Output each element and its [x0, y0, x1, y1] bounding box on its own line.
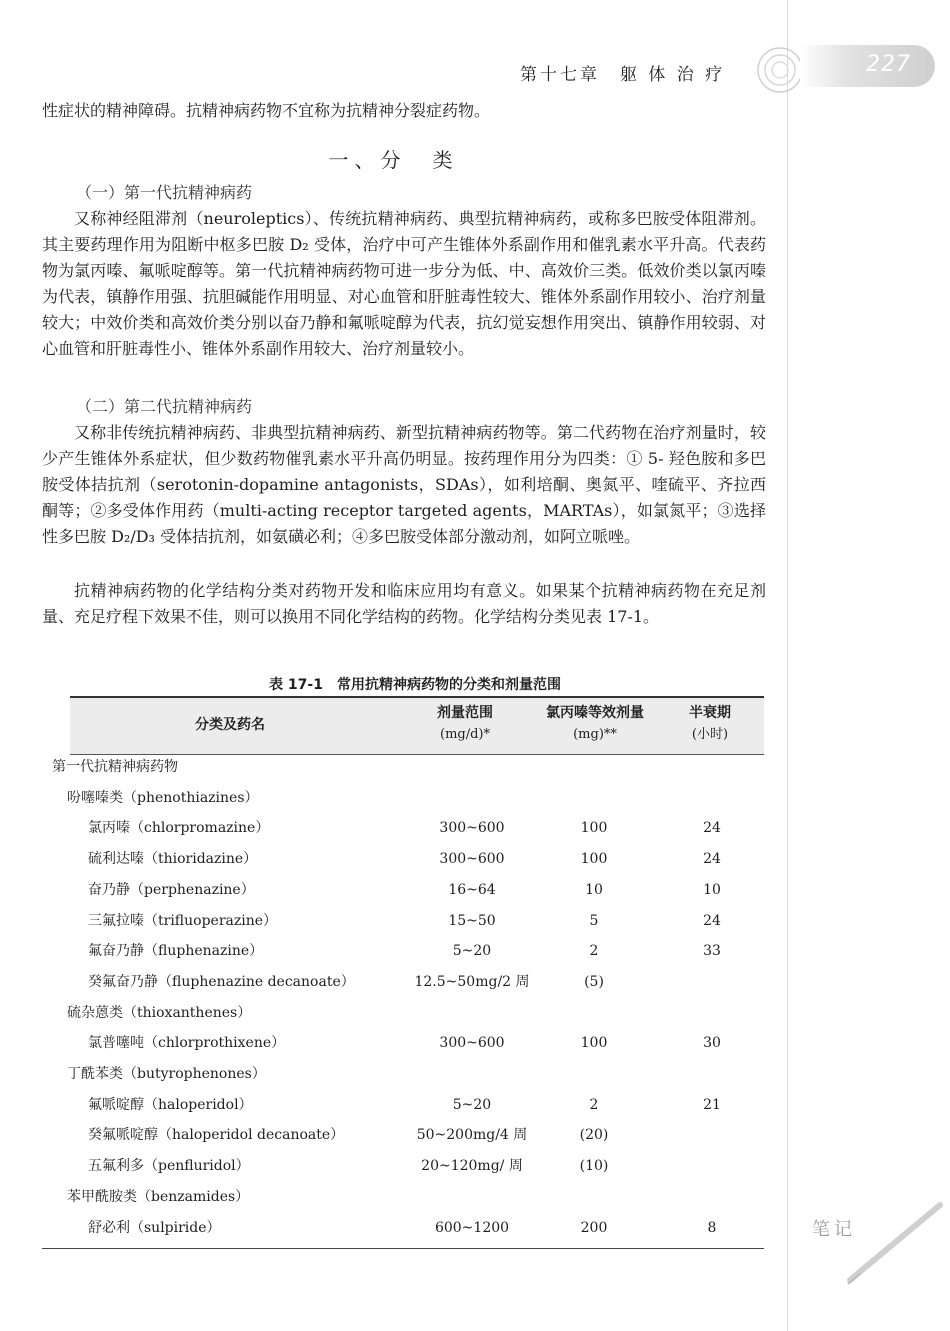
- chlorpromazine-equivalent: 100: [580, 1035, 608, 1052]
- table-row: [42, 1213, 764, 1243]
- intro-line: 性症状的精神障碍。抗精神病药物不宜称为抗精神分裂症药物。: [42, 101, 491, 120]
- header-half-life-unit: (小时): [691, 727, 729, 742]
- dose-range: 300~600: [439, 851, 505, 868]
- header-equivalent-label: 氯丙嗪等效剂量: [546, 705, 644, 721]
- header-dose: [390, 702, 540, 746]
- table-row: [42, 998, 764, 1028]
- notes-label: 笔记: [812, 1219, 856, 1240]
- table-row: [42, 813, 764, 843]
- half-life: 24: [703, 851, 721, 868]
- chlorpromazine-equivalent: 2: [589, 1096, 599, 1113]
- dose-range: 15~50: [448, 912, 496, 929]
- chlorpromazine-equivalent: 2: [589, 943, 599, 960]
- drug-name: 癸氟奋乃静（fluphenazine decanoate）: [88, 973, 355, 990]
- half-life: 30: [703, 1035, 721, 1052]
- drug-name: 硫杂蒽类（thioxanthenes）: [67, 1004, 252, 1021]
- header-dose-unit: (mg/d)*: [440, 727, 490, 742]
- half-life: 8: [707, 1219, 717, 1236]
- drug-name: 氟奋乃静（fluphenazine）: [88, 943, 264, 960]
- drug-name: 第一代抗精神病药物: [52, 759, 178, 775]
- table-row: [42, 1028, 764, 1058]
- pen-icon: [830, 1200, 950, 1290]
- header-dose-label: 剂量范围: [437, 705, 493, 721]
- table-row: [42, 1182, 764, 1212]
- subsection-2-paragraph: 又称非传统抗精神病药、非典型抗精神病药、新型抗精神病药物等。第二代药物在治疗剂量时，较少产生锥体外系症状，但少数药物催乳素水平升高仍明显。按药理作用分为四类：① 5- 羟色胺和多巴胺受体拮抗剂（serotonin-dopamine antagonists，SDAs），如利培酮、奥氮平、喹硫平、齐拉西酮等；②多受体作用药（multi-acting receptor targeted agents，MARTAs），如氯氮平；③选择性多巴胺 D₂/D₃ 受体拮抗剂，如氨磺必利；④多巴胺受体部分激动剂，如阿立哌唑。: [42, 423, 766, 546]
- dose-range: 300~600: [439, 820, 505, 837]
- drug-name: 奋乃静（perphenazine）: [88, 881, 255, 898]
- subsection-1-title: （一）第一代抗精神病药: [76, 183, 253, 202]
- section-title: 一、分 类: [328, 148, 459, 172]
- chlorpromazine-equivalent: 200: [580, 1219, 608, 1236]
- page-number: 227: [866, 52, 911, 77]
- chlorpromazine-equivalent: (10): [579, 1158, 609, 1175]
- drug-name: 舒必利（sulpiride）: [88, 1219, 221, 1236]
- table-row: [42, 1059, 764, 1089]
- dose-range: 16~64: [448, 881, 496, 898]
- header-half-life-label: 半衰期: [689, 705, 731, 721]
- table-row: [42, 1120, 764, 1150]
- drug-name: 三氟拉嗪（trifluoperazine）: [88, 912, 278, 929]
- header-equivalent: [535, 702, 655, 746]
- table-row: [42, 783, 764, 813]
- table-bottom-rule: [42, 1248, 764, 1249]
- half-life: 24: [703, 912, 721, 929]
- dose-range: 300~600: [439, 1035, 505, 1052]
- drug-name: 丁酰苯类（butyrophenones）: [67, 1066, 266, 1082]
- header-category: 分类及药名: [195, 717, 265, 733]
- drug-name: 氟哌啶醇（haloperidol）: [88, 1096, 253, 1113]
- half-life: 33: [703, 943, 721, 960]
- header-equivalent-unit: (mg)**: [573, 727, 617, 742]
- header-half-life: [660, 702, 760, 746]
- table-caption: 表 17-1 常用抗精神病药物的分类和剂量范围: [269, 677, 561, 693]
- subsection-2-title: （二）第二代抗精神病药: [76, 397, 253, 416]
- table-row: [42, 906, 764, 936]
- chlorpromazine-equivalent: 100: [580, 851, 608, 868]
- table-row: [42, 967, 764, 997]
- chapter-running-head: 第十七章 躯 体 治 疗: [520, 65, 726, 85]
- chlorpromazine-equivalent: (5): [584, 973, 604, 990]
- half-life: 10: [703, 881, 721, 898]
- dose-range: 20~120mg/ 周: [421, 1158, 523, 1175]
- drug-name: 苯甲酰胺类（benzamides）: [67, 1188, 250, 1205]
- dose-range: 5~20: [452, 943, 492, 960]
- table-row: [42, 752, 764, 782]
- dose-range: 600~1200: [434, 1219, 510, 1236]
- drug-name: 硫利达嗪（thioridazine）: [88, 851, 258, 868]
- chlorpromazine-equivalent: 100: [580, 820, 608, 837]
- table-row: [42, 936, 764, 966]
- chlorpromazine-equivalent: 5: [589, 912, 599, 929]
- half-life: 21: [703, 1096, 721, 1113]
- margin-divider: [787, 0, 788, 1331]
- drug-name: 氯普噻吨（chlorprothixene）: [88, 1035, 286, 1052]
- drug-name: 癸氟哌啶醇（haloperidol decanoate）: [88, 1127, 345, 1144]
- table-row: [42, 1090, 764, 1120]
- dose-range: 50~200mg/4 周: [416, 1127, 528, 1144]
- table-row: [42, 875, 764, 905]
- dose-range: 12.5~50mg/2 周: [414, 973, 530, 990]
- table-row: [42, 1151, 764, 1181]
- subsection-1-paragraph: 又称神经阻滞剂（neuroleptics）、传统抗精神病药、典型抗精神病药，或称多巴胺受体阻滞剂。其主要药理作用为阻断中枢多巴胺 D₂ 受体，治疗中可产生锥体外系副作用和催乳素水平升高。代表药物为氯丙嗪、氟哌啶醇等。第一代抗精神病药物可进一步分为低、中、高效价三类。低效价类以氯丙嗪为代表，镇静作用强、抗胆碱能作用明显、对心血管和肝脏毒性较大、锥体外系副作用较小、治疗剂量较大；中效价类和高效价类分别以奋乃静和氟哌啶醇为代表，抗幻觉妄想作用突出、镇静作用较弱、对心血管和肝脏毒性小、锥体外系副作用较大、治疗剂量较小。: [42, 209, 766, 358]
- drug-name: 五氟利多（penfluridol）: [88, 1158, 250, 1175]
- drug-name: 氯丙嗪（chlorpromazine）: [88, 820, 270, 837]
- table-row: [42, 844, 764, 874]
- chlorpromazine-equivalent: 10: [585, 881, 603, 898]
- table-header: [70, 696, 764, 755]
- chlorpromazine-equivalent: (20): [579, 1127, 609, 1144]
- half-life: 24: [703, 820, 721, 837]
- drug-name: 吩噻嗪类（phenothiazines）: [67, 789, 259, 806]
- dose-range: 5~20: [452, 1096, 492, 1113]
- paragraph-3: 抗精神病药物的化学结构分类对药物开发和临床应用均有意义。如果某个抗精神病药物在充足剂量、充足疗程下效果不佳，则可以换用不同化学结构的药物。化学结构分类见表 17-1。: [42, 581, 766, 626]
